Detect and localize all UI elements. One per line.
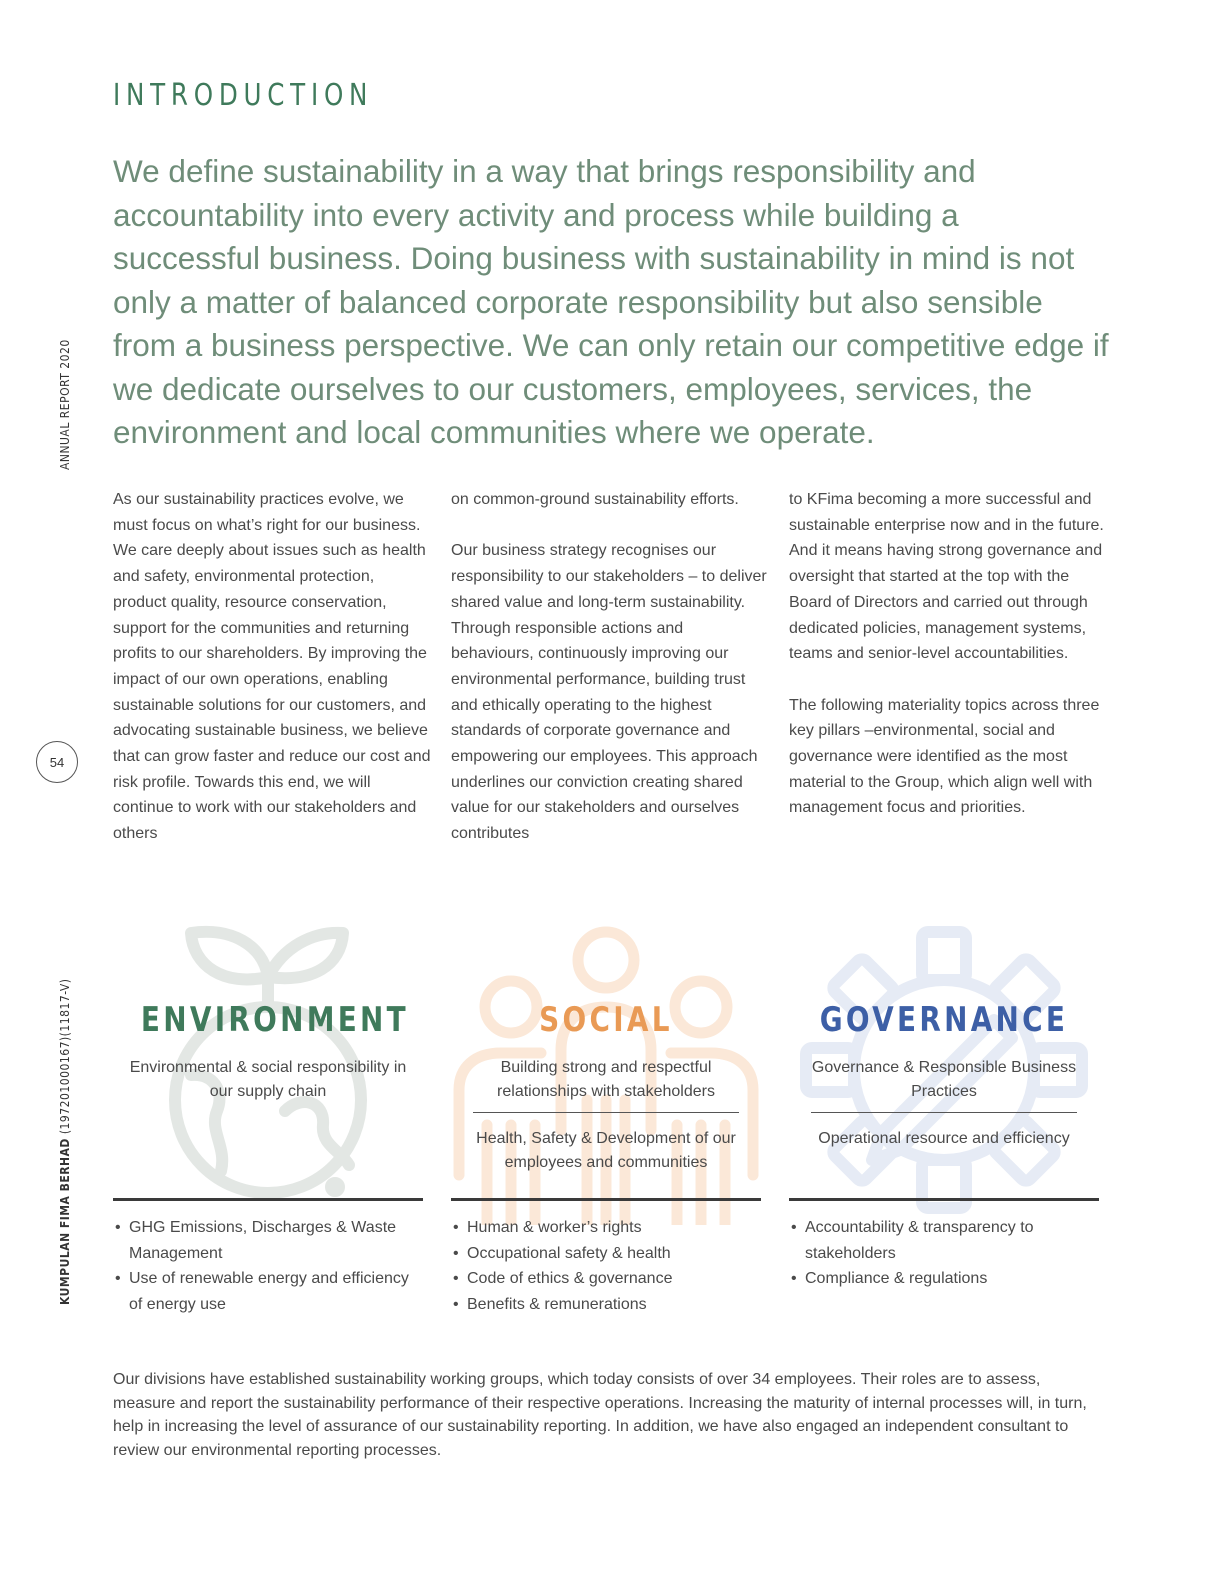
closing-paragraph: Our divisions have established sustainability working groups, which today consists of over 34 employees. Their roles are to assess, measure and report the sustainability performance of their respective operations. Increasing the maturity of internal processes will, in turn, help in increasing the level of assurance of our sustainability reporting. In addition, we have also engaged an independent consultant to review our environmental reporting processes. bbox=[113, 1371, 1087, 1460]
annual-report-label: ANNUAL REPORT 2020 bbox=[58, 339, 72, 470]
list-item: • Benefits & remunerations bbox=[451, 1292, 761, 1318]
list-item: • Code of ethics & governance bbox=[451, 1266, 761, 1292]
environment-title: ENVIRONMENT bbox=[140, 1000, 409, 1040]
page-number: 54 bbox=[36, 741, 78, 783]
company-label bbox=[58, 979, 72, 1306]
governance-bullet-list bbox=[789, 1215, 1099, 1292]
social-topic-2: Health, Safety & Development of our employees and communities bbox=[476, 1130, 736, 1171]
governance-topic-2: Operational resource and efficiency bbox=[818, 1130, 1070, 1147]
divider bbox=[473, 1112, 739, 1113]
governance-pillar bbox=[789, 925, 1099, 1330]
environment-pillar bbox=[113, 925, 423, 1330]
governance-title: GOVERNANCE bbox=[819, 1000, 1069, 1040]
divider bbox=[811, 1112, 1077, 1113]
company-name: KUMPULAN FIMA BERHAD bbox=[58, 1138, 72, 1305]
environment-topic: Environmental & social responsibility in our supply chain bbox=[129, 1059, 407, 1100]
list-item: • Human & worker’s rights bbox=[451, 1215, 761, 1241]
list-item: • Compliance & regulations bbox=[789, 1266, 1099, 1292]
section-heading: INTRODUCTION bbox=[113, 78, 374, 113]
divider bbox=[789, 1198, 1099, 1201]
social-topic-1: Building strong and respectful relationships with stakeholders bbox=[497, 1059, 715, 1100]
body-column-3: to KFima becoming a more successful and sustainable enterprise now and in the future. And it means having strong governance and oversight that started at the top with the Board of Directors and carried out through dedicated policies, management systems, teams and senior-level accountabilities. The following materiality topics across three key pillars –environmental, social and governance were identified as the most material to the Group, which align well with management focus and priorities. bbox=[789, 491, 1104, 817]
list-item: • Accountability & transparency to stakeholders bbox=[789, 1215, 1099, 1266]
company-registration: (197201000167)(11817-V) bbox=[58, 978, 72, 1135]
social-title: SOCIAL bbox=[539, 1000, 673, 1040]
list-item: • Use of renewable energy and efficiency of energy use bbox=[113, 1266, 423, 1317]
governance-topic-1: Governance & Responsible Business Practices bbox=[811, 1059, 1077, 1100]
lead-paragraph: We define sustainability in a way that brings responsibility and accountability into every activity and process while building a successful business. Doing business with sustainability in mind is not only a matter of balanced corporate responsibility but also sensible from a business perspective. We can only retain our competitive edge if we dedicate ourselves to our customers, employees, services, the environment and local communities where we operate. bbox=[113, 153, 1109, 450]
body-column-2: on common-ground sustainability efforts. Our business strategy recognises our responsibility to our stakeholders – to deliver shared value and long-term sustainability. Through responsible actions and behaviours, continuously improving our environmental performance, building trust and ethically operating to the highest standards of corporate governance and empowering our employees. This approach underlines our conviction creating shared value for our stakeholders and ourselves contributes bbox=[451, 491, 767, 843]
divider bbox=[113, 1198, 423, 1201]
list-item: • Occupational safety & health bbox=[451, 1241, 761, 1267]
list-item: • GHG Emissions, Discharges & Waste Management bbox=[113, 1215, 423, 1266]
social-bullet-list bbox=[451, 1215, 761, 1318]
environment-bullet-list bbox=[113, 1215, 423, 1318]
social-pillar bbox=[451, 925, 761, 1330]
body-column-1: As our sustainability practices evolve, we must focus on what’s right for our business. We care deeply about issues such as health and safety, environmental protection, product quality, resource conservation, support for the communities and returning profits to our shareholders. By improving the impact of our own operations, enabling sustainable solutions for our customers, and advocating sustainable business, we believe that can grow faster and reduce our cost and risk profile. Towards this end, we will continue to work with our stakeholders and others bbox=[113, 491, 431, 843]
divider bbox=[451, 1198, 761, 1201]
